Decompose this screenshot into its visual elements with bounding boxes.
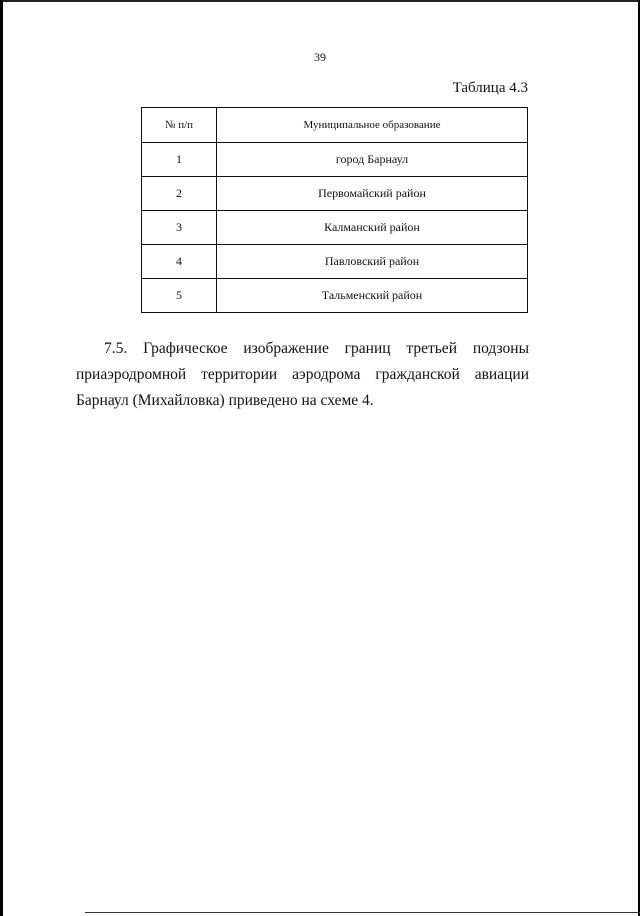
row-municipality: Калманский район [217,211,528,245]
municipality-table [141,107,528,313]
row-municipality: город Барнаул [217,143,528,177]
header-number: № п/п [142,108,217,143]
header-municipality: Муниципальное образование [217,108,528,143]
paragraph-text: 7.5. Графическое изображение границ третьей подзоны приаэродромной территории аэродрома гражданской авиации Барнаул (Михайловка) приведено на схеме 4. [76,340,529,409]
scan-edge-bottom [85,912,640,913]
row-number: 3 [142,211,217,245]
row-number: 1 [142,143,217,177]
row-number: 5 [142,279,217,313]
table-caption: Таблица 4.3 [452,80,528,96]
table-row [142,177,528,211]
page-number: 39 [314,50,326,64]
scan-edge-top [0,0,640,2]
scan-edge-left [0,0,3,916]
row-number: 4 [142,245,217,279]
row-number: 2 [142,177,217,211]
table-row [142,211,528,245]
table-row [142,279,528,313]
row-municipality: Павловский район [217,245,528,279]
body-paragraph [76,336,529,414]
table-row [142,245,528,279]
row-municipality: Тальменский район [217,279,528,313]
row-municipality: Первомайский район [217,177,528,211]
table-header-row [142,108,528,143]
table-row [142,143,528,177]
